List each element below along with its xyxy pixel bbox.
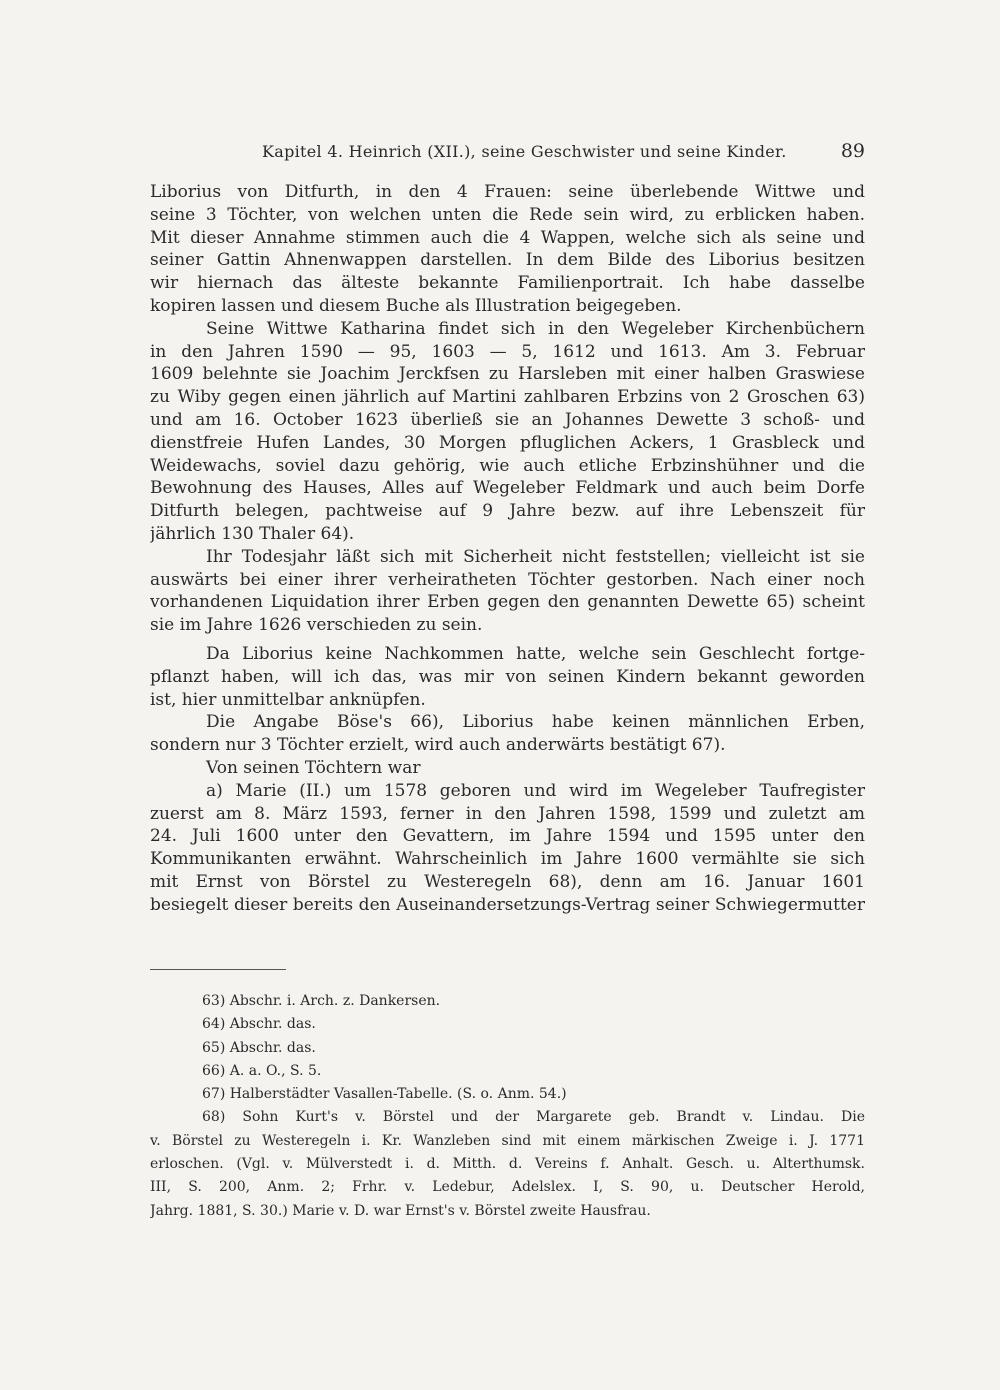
text-line: zuerst am 8. März 1593, ferner in den Jahren 1598, 1599 und zuletzt am [150,803,865,824]
text-line: mit Ernst von Börstel zu Westeregeln 68), denn am 16. Januar 1601 [150,871,865,892]
page-number: 89 [840,140,865,162]
text-line: pflanzt haben, will ich das, was mir von seinen Kindern bekannt geworden [150,666,865,687]
footnote: 66) A. a. O., S. 5. [202,1062,322,1079]
footnote: 67) Halberstädter Vasallen-Tabelle. (S. o. Anm. 54.) [202,1086,567,1103]
text-line: Weidewachs, soviel dazu gehörig, wie auch etliche Erbzinshühner und die [150,455,865,476]
text-line: ist, hier unmittelbar anknüpfen. [150,689,426,710]
text-line: vorhandenen Liquidation ihrer Erben gegen den genannten Dewette 65) scheint [150,592,865,613]
text-line: Da Liborius keine Nachkommen hatte, welche sein Geschlecht fortge- [206,643,865,664]
text-line: dienstfreie Hufen Landes, 30 Morgen pfluglichen Ackers, 1 Grasbleck und [150,432,865,453]
text-line: auswärts bei einer ihrer verheiratheten Töchter gestorben. Nach einer noch [150,569,865,590]
text-line: a) Marie (II.) um 1578 geboren und wird im Wegeleber Taufregister [206,780,865,801]
page-header [150,142,865,168]
text-line: Seine Wittwe Katharina findet sich in den Wegeleber Kirchenbüchern [206,318,865,339]
text-line: Bewohnung des Hauses, Alles auf Wegeleber Feldmark und auch beim Dorfe [150,478,865,499]
running-head: Kapitel 4. Heinrich (XII.), seine Geschwister und seine Kinder. [262,142,787,161]
footnote-continuation: v. Börstel zu Westeregeln i. Kr. Wanzleben sind mit einem märkischen Zweige i. J. 1771 [150,1132,865,1149]
text-line: kopiren lassen und diesem Buche als Illustration beigegeben. [150,295,682,316]
footnote: 63) Abschr. i. Arch. z. Dankersen. [202,993,441,1009]
text-line: seine 3 Töchter, von welchen unten die Rede sein wird, zu erblicken haben. [150,204,865,225]
text-line: Von seinen Töchtern war [206,757,421,778]
text-line: in den Jahren 1590 — 95, 1603 — 5, 1612 und 1613. Am 3. Februar [150,341,865,362]
text-line: zu Wiby gegen einen jährlich auf Martini zahlbaren Erbzins von 2 Groschen 63) [150,387,865,408]
text-line: sie im Jahre 1626 verschieden zu sein. [150,615,483,636]
text-line: Ihr Todesjahr läßt sich mit Sicherheit nicht feststellen; vielleicht ist sie [206,546,865,567]
text-line: Mit dieser Annahme stimmen auch die 4 Wappen, welche sich als seine und [150,227,865,248]
footnote-continuation: erloschen. (Vgl. v. Mülverstedt i. d. Mitth. d. Vereins f. Anhalt. Gesch. u. Alterthumsk. [150,1156,865,1173]
text-line: sondern nur 3 Töchter erzielt, wird auch anderwärts bestätigt 67). [150,735,726,756]
text-line: Liborius von Ditfurth, in den 4 Frauen: seine überlebende Wittwe und [150,182,865,202]
footnote-continuation: Jahrg. 1881, S. 30.) Marie v. D. war Ernst's v. Börstel zweite Hausfrau. [150,1202,651,1219]
footnotes [150,990,865,1223]
text-line: 1609 belehnte sie Joachim Jerckfsen zu Harsleben mit einer halben Graswiese [150,364,865,385]
footnote: 68) Sohn Kurt's v. Börstel und der Margarete geb. Brandt v. Lindau. Die [202,1109,865,1126]
text-line: besiegelt dieser bereits den Auseinandersetzungs-Vertrag seiner Schwiegermutter [150,894,865,915]
footnote: 65) Abschr. das. [202,1039,316,1056]
text-line: seiner Gattin Ahnenwappen darstellen. In dem Bilde des Liborius besitzen [150,250,865,271]
text-line: Kommunikanten erwähnt. Wahrscheinlich im Jahre 1600 vermählte sie sich [150,849,865,870]
text-line: Die Angabe Böse's 66), Liborius habe keinen männlichen Erben, [206,712,865,733]
text-line: jährlich 130 Thaler 64). [150,523,355,544]
text-line: Ditfurth belegen, pachtweise auf 9 Jahre bezw. auf ihre Lebenszeit für [150,501,865,522]
text-line: und am 16. October 1623 überließ sie an Johannes Dewette 3 schoß- und [150,409,865,430]
footnote: 64) Abschr. das. [202,1016,316,1033]
footnote-continuation: III, S. 200, Anm. 2; Frhr. v. Ledebur, Adelslex. I, S. 90, u. Deutscher Herold, [150,1179,865,1196]
text-line: 24. Juli 1600 unter den Gevattern, im Jahre 1594 und 1595 unter den [150,826,865,847]
text-line: wir hiernach das älteste bekannte Familienportrait. Ich habe dasselbe [150,273,865,294]
body-text [150,181,865,917]
footnote-divider [150,969,286,970]
